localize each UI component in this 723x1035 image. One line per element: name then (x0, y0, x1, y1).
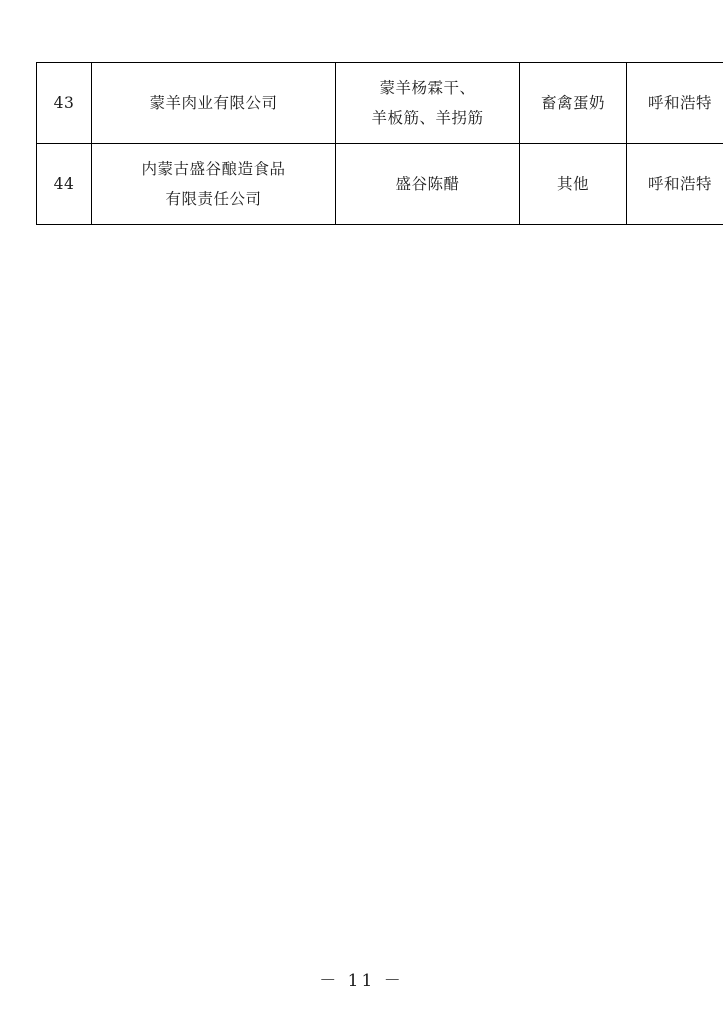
company-line: 有限责任公司 (165, 190, 262, 208)
page-number: － 11 － (319, 971, 404, 991)
product-table-container (36, 62, 712, 225)
product-line: 蒙羊杨霖干、 (379, 79, 476, 97)
row-region: 呼和浩特 (627, 63, 723, 144)
row-product (336, 63, 520, 144)
row-company (92, 144, 336, 225)
row-category: 畜禽蛋奶 (520, 63, 627, 144)
row-product (336, 144, 520, 225)
company-line: 蒙羊肉业有限公司 (149, 94, 278, 112)
row-category: 其他 (520, 144, 627, 225)
product-table (36, 62, 723, 225)
table-row (37, 144, 723, 225)
row-company (92, 63, 336, 144)
row-region: 呼和浩特 (627, 144, 723, 225)
row-index: 44 (37, 144, 92, 225)
table-row (37, 63, 723, 144)
company-line: 内蒙古盛谷酿造食品 (141, 160, 286, 178)
row-index: 43 (37, 63, 92, 144)
product-line: 盛谷陈醋 (395, 175, 460, 193)
product-line: 羊板筋、羊拐筋 (371, 109, 484, 127)
